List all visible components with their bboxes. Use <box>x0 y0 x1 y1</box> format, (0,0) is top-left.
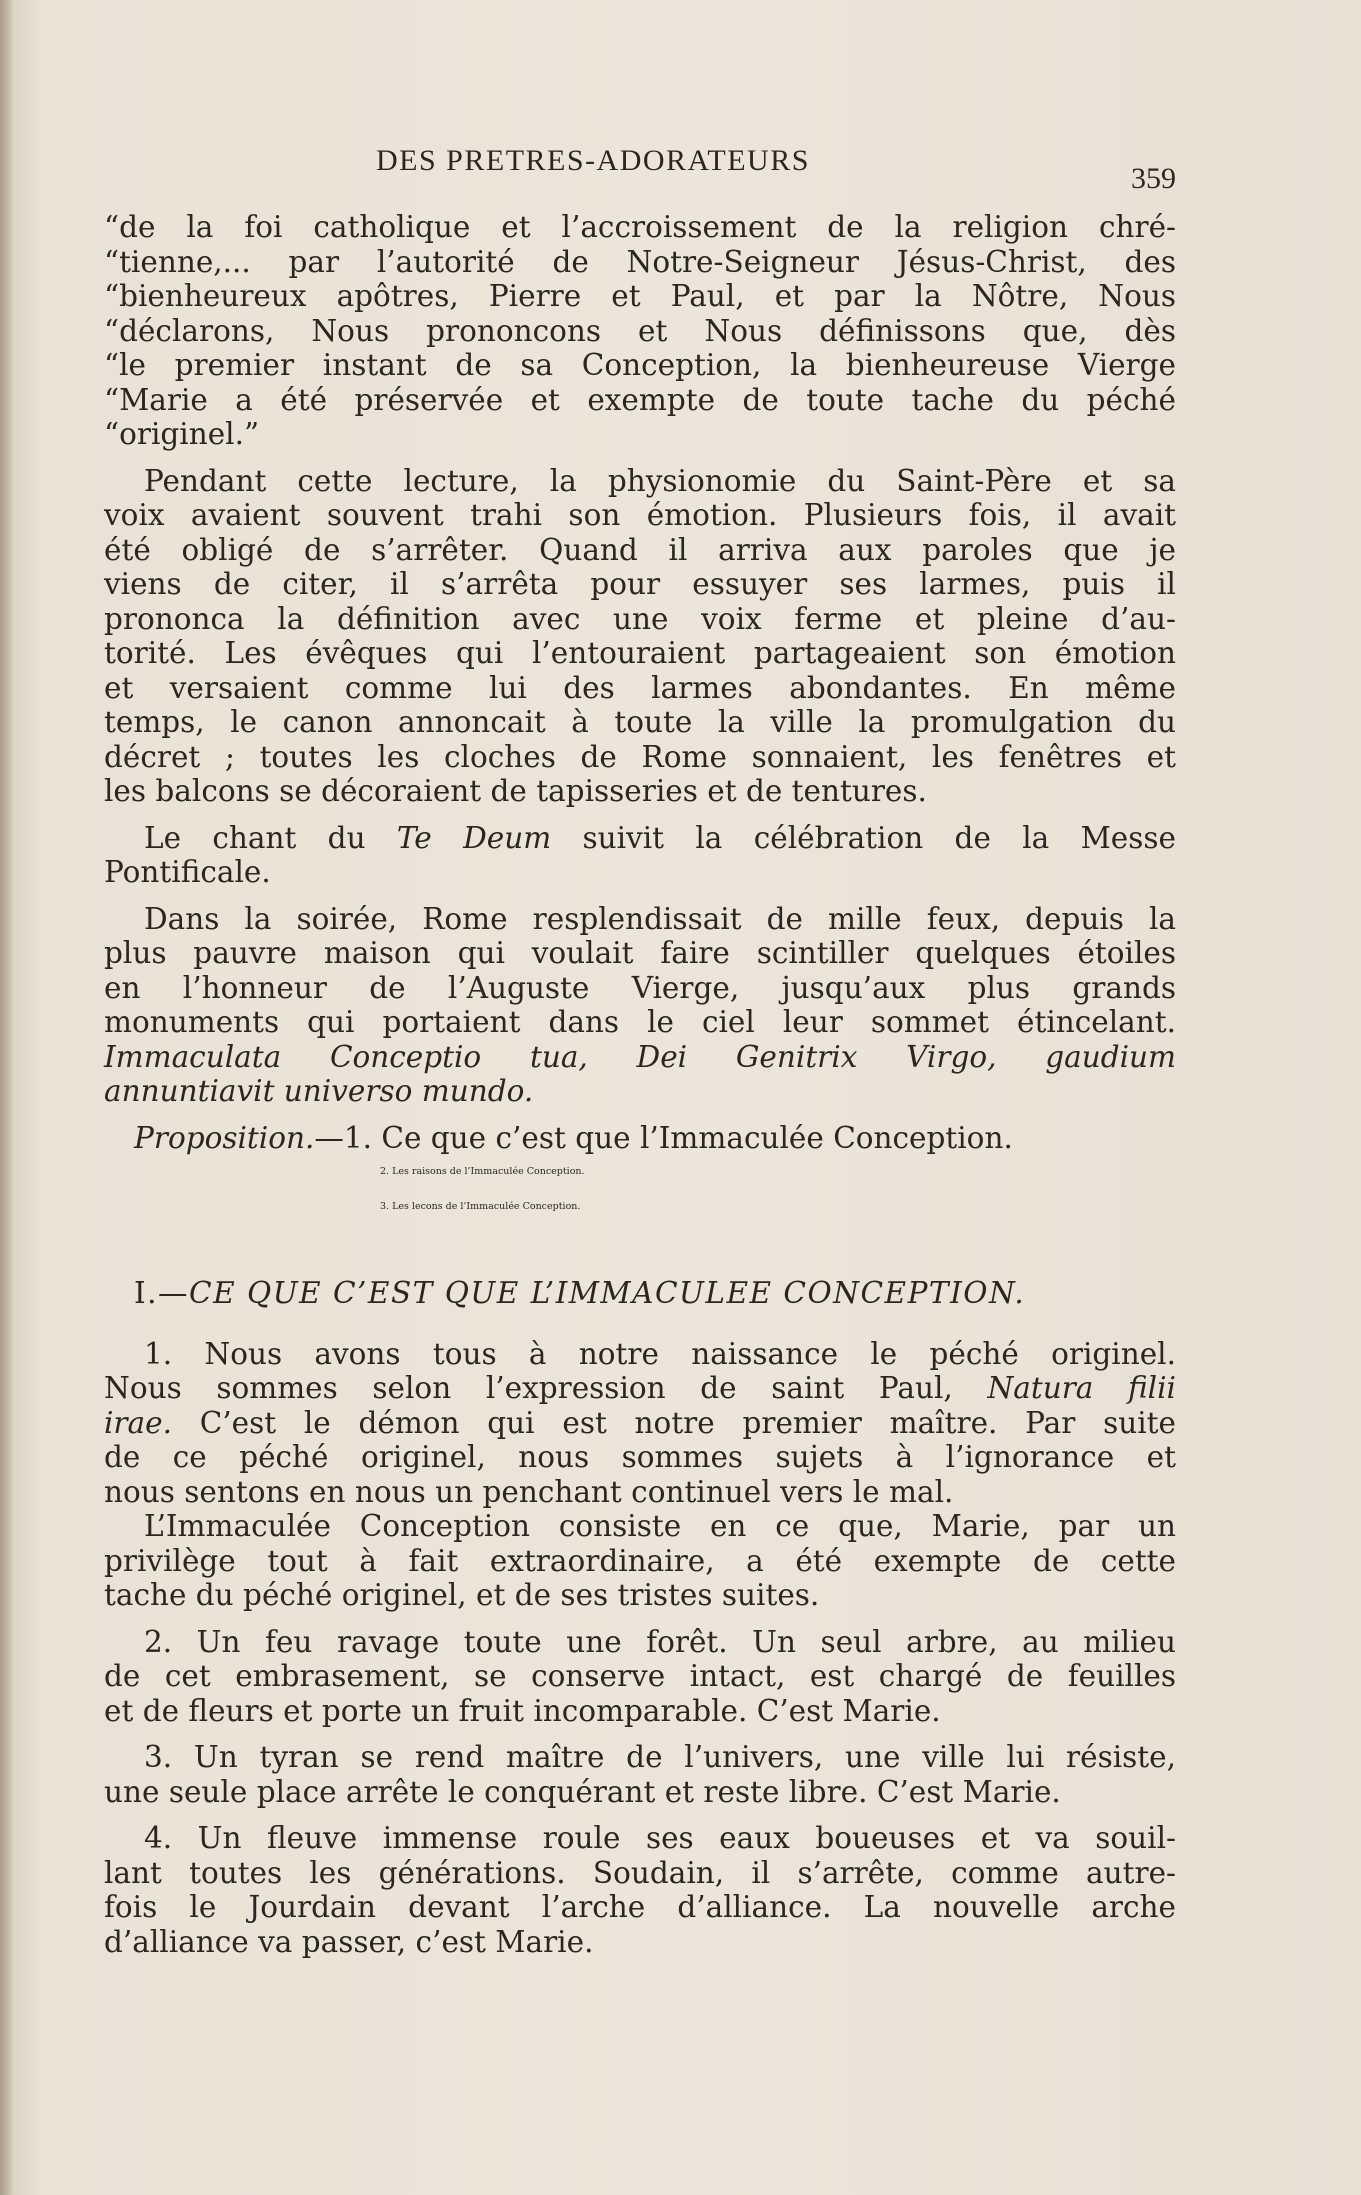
text-run: Le chant du <box>144 820 397 855</box>
proposition-row <box>134 1121 1176 1156</box>
text-line: 3. Un tyran se rend maître de l’univers, une ville lui résiste, <box>144 1740 1176 1774</box>
text-line: temps, le canon annoncait à toute la ville la promulgation du <box>104 705 1176 739</box>
text-line: lant toutes les générations. Soudain, il s’arrête, comme autre- <box>104 1855 1176 1890</box>
text-line: les balcons se décoraient de tapisseries et de tentures. <box>104 774 927 808</box>
section-title: CE QUE C’EST QUE L’IMMACULEE CONCEPTION. <box>189 1276 1026 1310</box>
text-line: voix avaient souvent trahi son émotion. Plusieurs fois, il avait <box>104 498 1176 532</box>
text-line: Dans la soirée, Rome resplendissait de mille feux, depuis la <box>144 901 1176 936</box>
text-line <box>104 1371 1176 1406</box>
paragraph-soiree <box>104 902 1176 1109</box>
text-line: décret ; toutes les cloches de Rome sonnaient, les fenêtres et <box>104 739 1176 774</box>
text-line: privilège tout à fait extraordinaire, a été exempte de cette <box>104 1543 1176 1578</box>
text-line: “Marie a été préservée et exempte de toute tache du péché <box>104 382 1176 417</box>
paragraph-lecture <box>104 464 1176 809</box>
point-3 <box>104 1740 1176 1809</box>
proposition-item: —1. Ce que c’est que l’Immaculée Conception. <box>314 1120 1013 1155</box>
text-line: “déclarons, Nous prononcons et Nous définissons que, dès <box>104 313 1176 348</box>
text-run: suivit la célébration de la Messe <box>551 820 1176 855</box>
text-line: plus pauvre maison qui voulait faire scintiller quelques étoiles <box>104 936 1176 970</box>
text-line: Pontificale. <box>104 855 271 889</box>
text-line: une seule place arrête le conquérant et reste libre. C’est Marie. <box>104 1774 1061 1809</box>
text-line: L’Immaculée Conception consiste en ce que, Marie, par un <box>144 1509 1176 1543</box>
text-line: “tienne,... par l’autorité de Notre-Seigneur Jésus-Christ, des <box>104 244 1176 279</box>
page-number: 359 <box>1131 162 1176 195</box>
text-line: 1. Nous avons tous à notre naissance le péché originel. <box>144 1336 1176 1371</box>
running-head: DES PRETRES-ADORATEURS <box>376 144 810 177</box>
text-run: C’est le démon qui est notre premier maître. Par suite <box>171 1405 1176 1440</box>
text-line: fois le Jourdain devant l’arche d’alliance. La nouvelle arche <box>104 1890 1176 1924</box>
point-1 <box>104 1337 1176 1613</box>
text-line: “originel.” <box>104 417 260 451</box>
proposition-item: 3. Les lecons de l’Immaculée Conception. <box>380 1200 581 1212</box>
text-line: nous sentons en nous un penchant continuel vers le mal. <box>104 1474 954 1509</box>
text-line: et de fleurs et porte un fruit incomparable. C’est Marie. <box>104 1693 941 1728</box>
italic-title: Te Deum <box>396 820 552 855</box>
text-line: “le premier instant de sa Conception, la bienheureuse Vierge <box>104 348 1176 382</box>
text-line: d’alliance va passer, c’est Marie. <box>104 1924 594 1959</box>
text-line: de ce péché originel, nous sommes sujets à l’ignorance et <box>104 1440 1176 1474</box>
text-line: viens de citer, il s’arrêta pour essuyer ses larmes, puis il <box>104 567 1176 601</box>
text-line: monuments qui portaient dans le ciel leur sommet étincelant. <box>104 1005 1176 1039</box>
point-4 <box>104 1821 1176 1959</box>
text-line: 2. Un feu ravage toute une forêt. Un seul arbre, au milieu <box>144 1624 1176 1659</box>
text-line: et versaient comme lui des larmes abondantes. En même <box>104 670 1176 705</box>
text-line: “bienheureux apôtres, Pierre et Paul, et par la Nôtre, Nous <box>104 279 1176 313</box>
latin-phrase: irae. <box>104 1405 172 1440</box>
point-2 <box>104 1625 1176 1729</box>
text-line: de cet embrasement, se conserve intact, est chargé de feuilles <box>104 1659 1176 1693</box>
text-line: prononca la définition avec une voix ferme et pleine d’au- <box>104 601 1176 636</box>
text-line: tache du péché originel, et de ses tristes suites. <box>104 1578 820 1612</box>
text-line: 4. Un fleuve immense roule ses eaux boueuses et va souil- <box>144 1821 1176 1855</box>
section-number: I.— <box>134 1276 190 1310</box>
paragraph-te-deum <box>104 821 1176 890</box>
text-line <box>104 1406 1176 1441</box>
text-line: été obligé de s’arrêter. Quand il arriva aux paroles que je <box>104 532 1176 567</box>
proposition-label: Proposition. <box>134 1120 315 1155</box>
quote-paragraph <box>104 210 1176 452</box>
text-line: en l’honneur de l’Auguste Vierge, jusqu’aux plus grands <box>104 970 1176 1005</box>
text-run: Nous sommes selon l’expression de saint Paul, <box>104 1371 988 1405</box>
text-line: Pendant cette lecture, la physionomie du Saint-Père et sa <box>144 463 1176 498</box>
latin-phrase: Natura filii <box>987 1371 1176 1405</box>
text-line: “de la foi catholique et l’accroissement de la religion chré- <box>104 210 1176 244</box>
page-gutter-shadow <box>0 0 14 2195</box>
text-line <box>104 821 1176 856</box>
section-heading <box>134 1276 1176 1311</box>
latin-line: annuntiavit universo mundo. <box>104 1074 534 1108</box>
proposition-block <box>134 1121 1176 1225</box>
page-body <box>104 210 1176 1971</box>
text-line: torité. Les évêques qui l’entouraient partageaient son émotion <box>104 636 1176 670</box>
proposition-item: 2. Les raisons de l’Immaculée Conception. <box>380 1166 585 1177</box>
latin-line: Immaculata Conceptio tua, Dei Genitrix Virgo, gaudium <box>104 1039 1176 1074</box>
